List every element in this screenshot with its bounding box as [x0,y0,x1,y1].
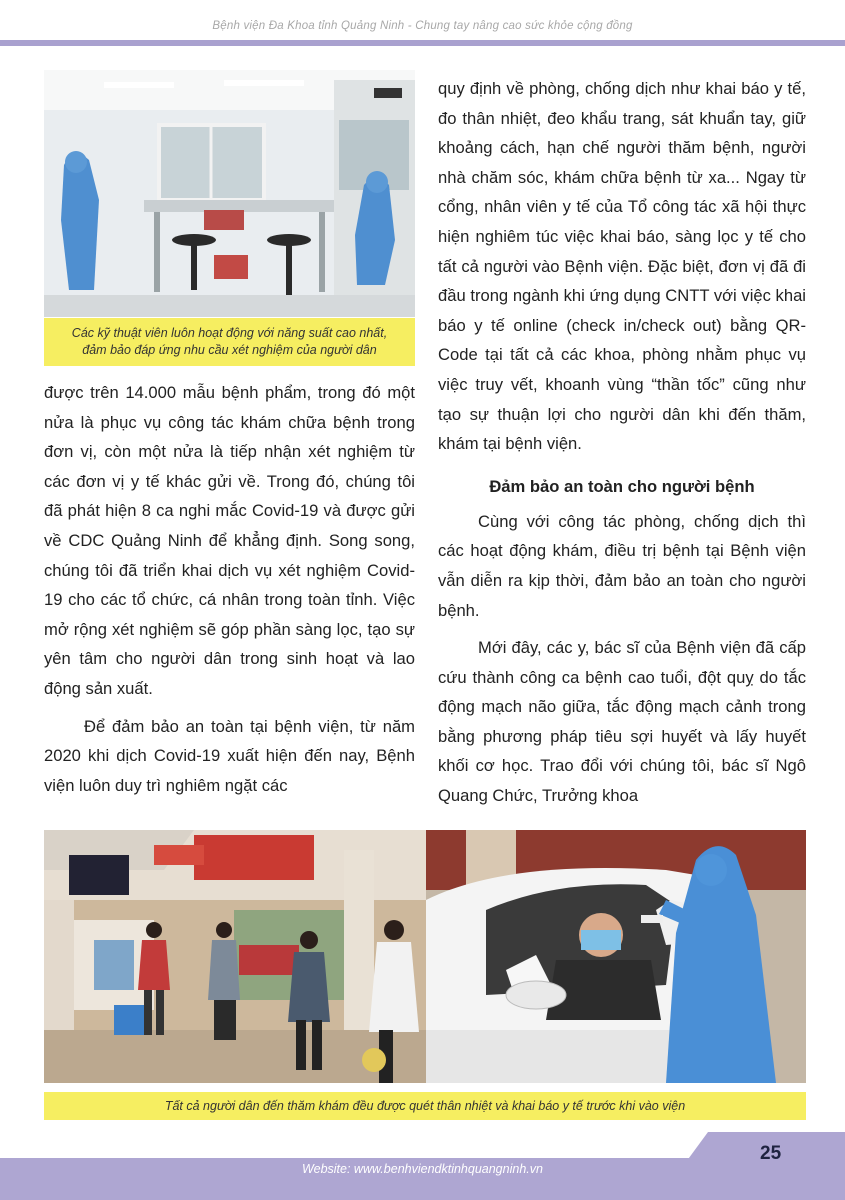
lab-technicians-photo [44,70,415,317]
bottom-photo-caption [44,1092,806,1120]
top-caption-line-2: đảm bảo đáp ứng nhu cầu xét nghiệm của người dân [82,343,377,357]
right-text-column [438,74,806,811]
right-paragraph-3: Mới đây, các y, bác sĩ của Bệnh viện đã cấp cứu thành công ca bệnh cao tuổi, đột quỵ do tắc động mạch não giữa, tắc động mạch cảnh trong bằng phương pháp tiêu sợi huyết và lấy huyết khối cơ học. Trao đổi với chúng tôi, bác sĩ Ngô Quang Chức, Trưởng khoa [438,638,806,806]
right-paragraph-2: Cùng với công tác phòng, chống dịch thì các hoạt động khám, điều trị bệnh tại Bệnh viện vẫn diễn ra kịp thời, đảm bảo an toàn cho người bệnh. [438,511,806,620]
running-header: Bệnh viện Đa Khoa tỉnh Quảng Ninh - Chung tay nâng cao sức khỏe cộng đồng [212,20,633,32]
left-paragraph-1: được trên 14.000 mẫu bệnh phẩm, trong đó một nửa là phục vụ công tác khám chữa bệnh trong đơn vị, còn một nửa là tiếp nhận xét nghiệm từ các đơn vị y tế khác gửi về. Trong đó, chúng tôi đã phát hiện 8 ca nghi mắc Covid-19 và được gửi về CDC Quảng Ninh để khẳng định. Song song, chúng tôi đã triển khai dịch vụ xét nghiệm Covid-19 cho các tổ chức, cá nhân trong toàn tỉnh. Việc mở rộng xét nghiệm sẽ góp phần sàng lọc, tạo sự yên tâm cho người dân trong sinh hoạt và lao động sản xuất. [44,383,415,698]
section-heading: Đảm bảo an toàn cho người bệnh [489,476,755,496]
right-paragraph-1: quy định về phòng, chống dịch như khai báo y tế, đo thân nhiệt, đeo khẩu trang, sát khuẩn tay, giữ khoảng cách, hạn chế người thăm bệnh, người nhà chăm sóc, khám chữa bệnh từ xa... Ngay từ cổng, nhân viên y tế của Tổ công tác xã hội thực hiện nghiêm túc việc khai báo, sàng lọc y tế cho tất cả người vào Bệnh viện. Đặc biệt, đơn vị đã đi đầu trong ngành khi ứng dụng CNTT với việc khai báo y tế online (check in/check out) bằng QR-Code tại tất cả các khoa, phòng nhằm phục vụ việc truy vết, khoanh vùng “thần tốc” cũng như tạo sự thuận lợi cho người dân khi đến thăm, khám tại bệnh viện. [438,79,806,454]
left-paragraph-2: Để đảm bảo an toàn tại bệnh viện, từ năm 2020 khi dịch Covid-19 xuất hiện đến nay, Bệnh viện luôn duy trì nghiêm ngặt các [44,716,415,795]
top-caption-line-1: Các kỹ thuật viên luôn hoạt động với năng suất cao nhất, [71,326,388,340]
footer-website: Website: www.benhviendktinhquangninh.vn [302,1162,543,1176]
page-number: 25 [760,1143,782,1164]
left-text-column [44,378,415,800]
header-divider-bar [0,40,845,46]
entrance-screening-photo [44,830,426,1083]
top-photo-caption [44,318,415,366]
car-temperature-check-photo [426,830,806,1083]
bottom-caption-text: Tất cả người dân đến thăm khám đều được quét thân nhiệt và khai báo y tế trước khi vào viện [164,1098,686,1113]
